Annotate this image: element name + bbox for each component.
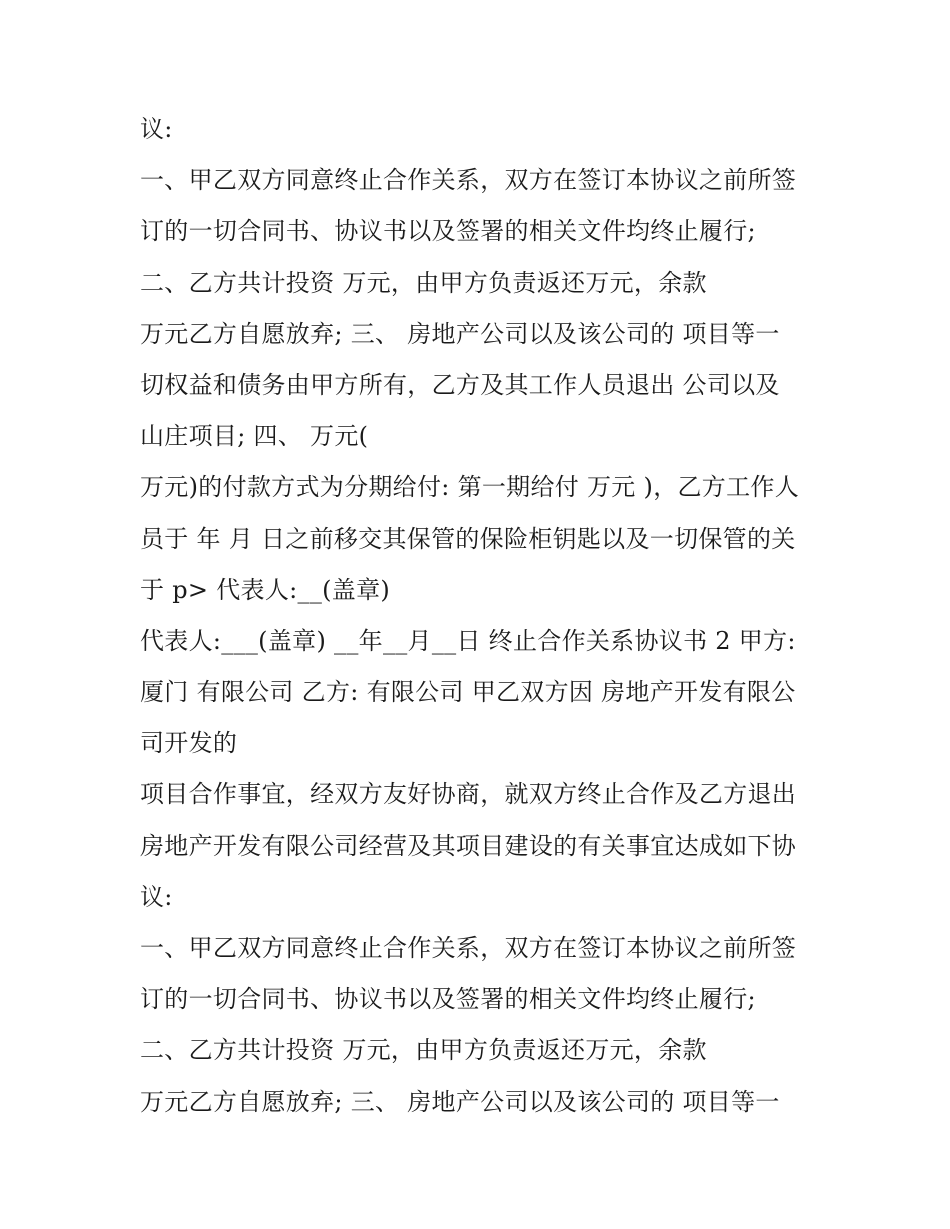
text-line: 二、乙方共计投资 万元，由甲方负责返还万元，余款 (140, 268, 707, 297)
text-line: 万元乙方自愿放弃; 三、 房地产公司以及该公司的 项目等一 (140, 1087, 780, 1116)
text-line: 于 p> 代表人:__(盖章) (140, 575, 391, 604)
text-line: 切权益和债务由甲方所有，乙方及其工作人员退出 公司以及 (140, 370, 780, 399)
text-line: 万元)的付款方式为分期给付: 第一期给付 万元 )，乙方工作人 (140, 473, 799, 502)
text-line: 议: (140, 115, 173, 143)
text-line: 代表人:___(盖章) __年__月__日 终止合作关系协议书 2 甲方: (140, 626, 796, 655)
text-line: 司开发的 (140, 729, 238, 758)
text-line: 山庄项目; 四、 万元( (140, 422, 369, 451)
text-line: 房地产开发有限公司经营及其项目建设的有关事宜达成如下协 (140, 831, 797, 860)
text-line: 项目合作事宜，经双方友好协商，就双方终止合作及乙方退出 (140, 780, 797, 809)
text-line: 万元乙方自愿放弃; 三、 房地产公司以及该公司的 项目等一 (140, 319, 780, 348)
text-line: 一、甲乙双方同意终止合作关系，双方在签订本协议之前所签 (140, 166, 797, 195)
text-line: 一、甲乙双方同意终止合作关系，双方在签订本协议之前所签 (140, 934, 797, 962)
text-line: 二、乙方共计投资 万元，由甲方负责返还万元，余款 (140, 1036, 707, 1065)
text-line: 订的一切合同书、协议书以及签署的相关文件均终止履行; (140, 985, 756, 1014)
text-line: 订的一切合同书、协议书以及签署的相关文件均终止履行; (140, 217, 756, 246)
text-line: 议: (140, 882, 173, 911)
document-body (140, 104, 840, 1128)
text-line: 厦门 有限公司 乙方: 有限公司 甲乙双方因 房地产开发有限公 (140, 678, 796, 707)
text-line: 员于 年 月 日之前移交其保管的保险柜钥匙以及一切保管的关 (140, 524, 796, 553)
